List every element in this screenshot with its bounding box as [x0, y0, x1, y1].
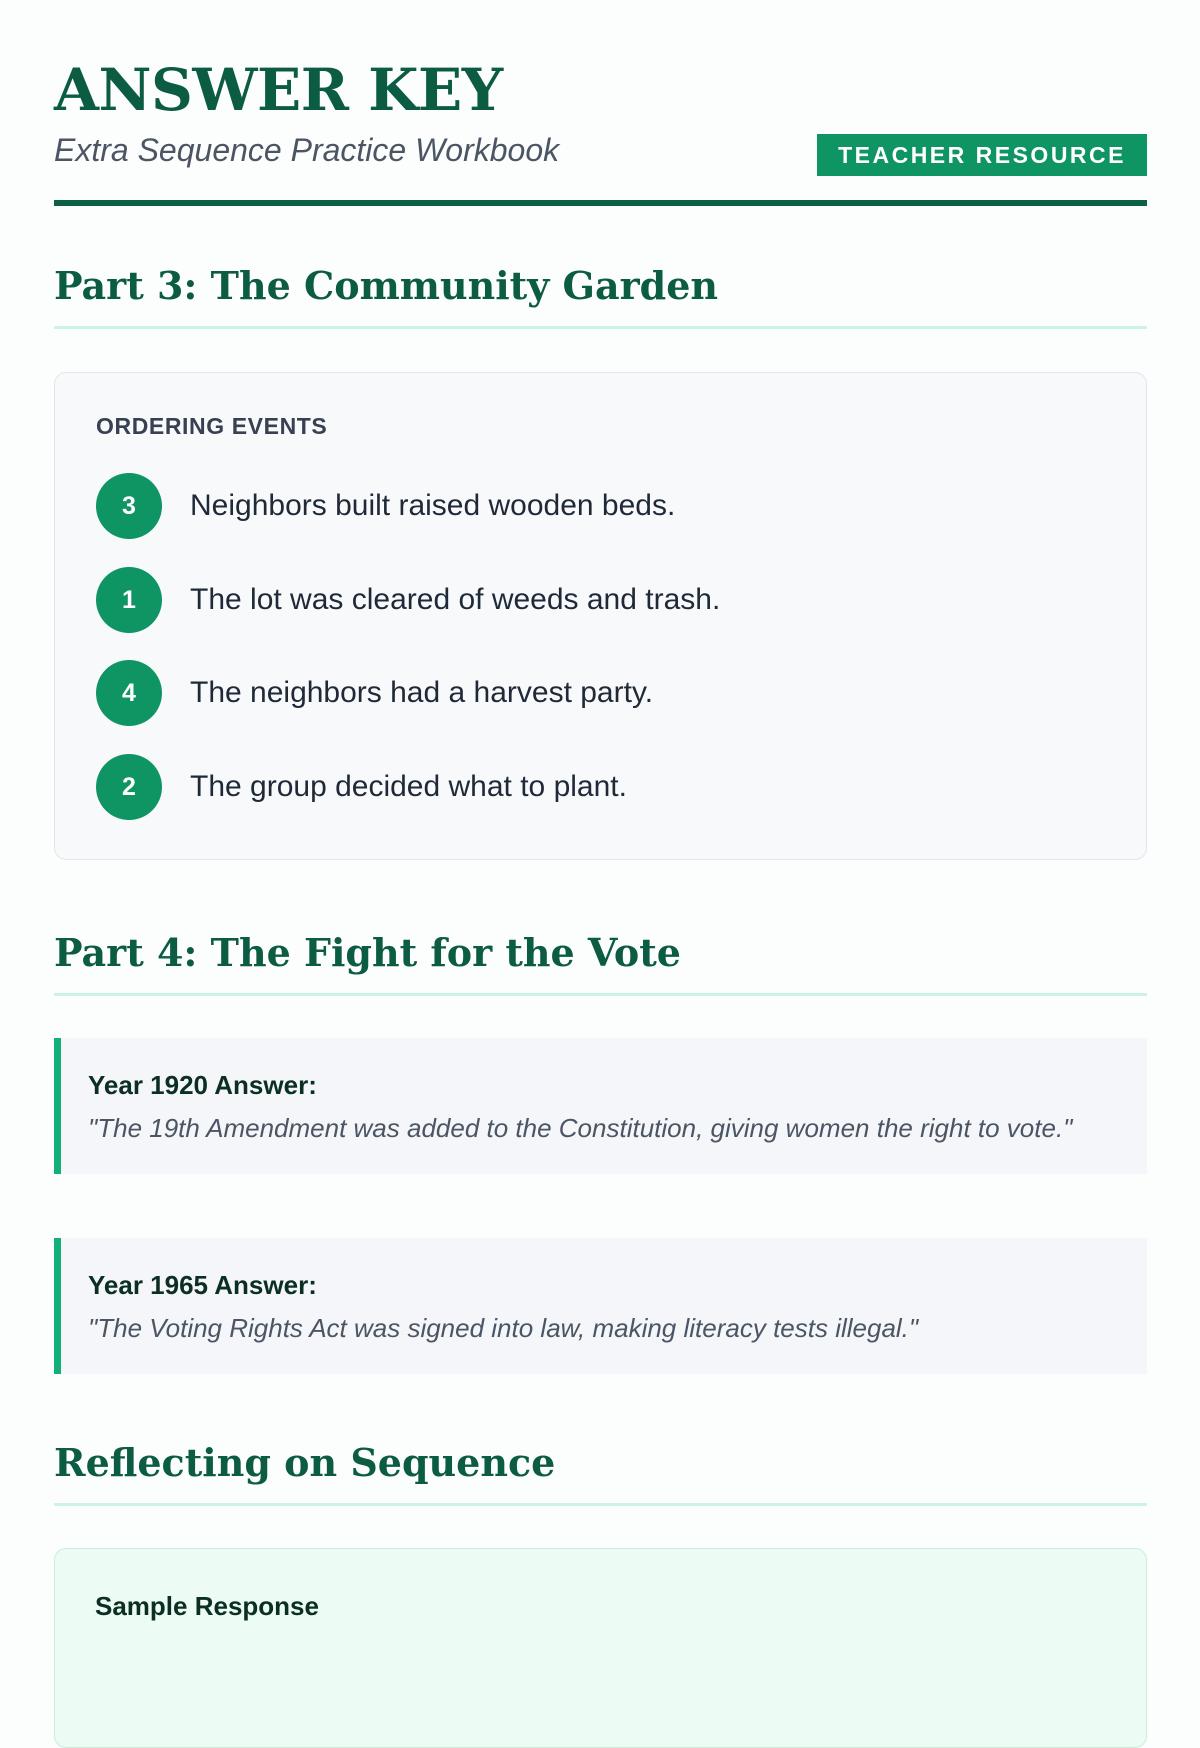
sample-response-label: Sample Response — [95, 1591, 319, 1621]
reflection-heading: Reflecting on Sequence — [54, 1439, 1147, 1506]
order-number-badge: 2 — [96, 754, 162, 820]
ordering-events-card — [54, 372, 1147, 860]
order-event-text: The group decided what to plant. — [190, 769, 627, 803]
part4-heading: Part 4: The Fight for the Vote — [54, 929, 1147, 996]
page-subtitle: Extra Sequence Practice Workbook — [54, 132, 560, 168]
page-title: ANSWER KEY — [54, 56, 503, 124]
teacher-resource-badge: TEACHER RESOURCE — [817, 134, 1147, 176]
order-event-text: Neighbors built raised wooden beds. — [190, 489, 676, 522]
part3-heading: Part 3: The Community Garden — [54, 262, 1147, 329]
order-event-text: The neighbors had a harvest party. — [190, 676, 654, 709]
answer-label: Year 1920 Answer: — [88, 1070, 317, 1100]
order-number-badge: 3 — [96, 473, 162, 539]
order-event-text: The lot was cleared of weeds and trash. — [190, 582, 721, 616]
sample-response-card — [54, 1548, 1147, 1748]
answer-label: Year 1965 Answer: — [88, 1270, 317, 1300]
ordering-events-label: ORDERING EVENTS — [96, 413, 328, 439]
order-number-badge: 4 — [96, 660, 162, 726]
answer-text: "The 19th Amendment was added to the Constitution, giving women the right to vote." — [88, 1113, 1073, 1143]
document-header — [54, 54, 1147, 206]
answer-block-1920 — [54, 1038, 1147, 1174]
order-number-badge: 1 — [96, 567, 162, 633]
answer-text: "The Voting Rights Act was signed into law, making literacy tests illegal." — [88, 1313, 919, 1343]
answer-block-1965 — [54, 1238, 1147, 1374]
